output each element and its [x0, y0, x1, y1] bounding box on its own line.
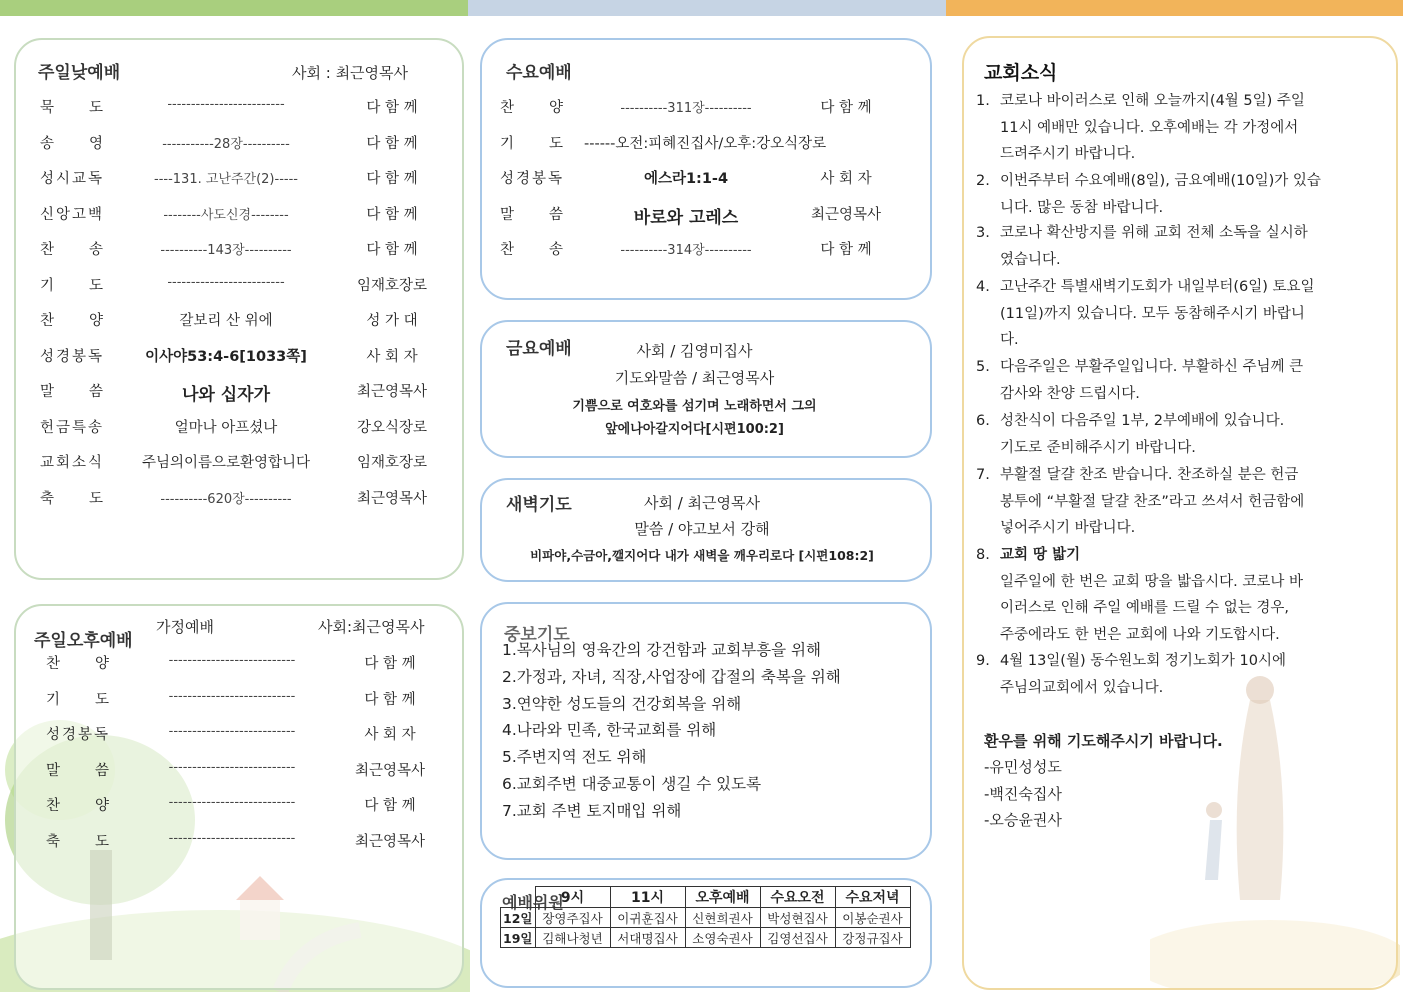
order-row [16, 688, 462, 708]
order-performer: 다 함 께 [820, 100, 872, 116]
friday-sermon: 기도와말씀 / 최근영목사 [614, 369, 775, 387]
order-content: ----------620장---------- [160, 491, 292, 507]
news-item-number: 7. [976, 467, 990, 483]
order-row [16, 309, 462, 329]
order-row [482, 238, 930, 258]
duty-cell: 김영선집사 [760, 928, 835, 948]
order-performer: 다 함 께 [366, 242, 418, 258]
order-label: 찬 송 [40, 242, 106, 258]
intercession-item: 2.가정과, 자녀, 직장,사업장에 갑절의 축복을 위해 [502, 667, 841, 686]
news-item-line: 코로나 확산방지를 위해 교회 전체 소독을 실시하 [1000, 225, 1308, 241]
order-content: 갈보리 산 위에 [179, 313, 273, 329]
order-label: 성경봉독 [46, 727, 111, 743]
duty-cell: 박성현집사 [760, 908, 835, 928]
order-content: ------------------------- [167, 97, 285, 112]
order-label: 찬 양 [500, 100, 566, 116]
order-performer: 다 함 께 [820, 242, 872, 258]
duty-panel [480, 878, 932, 988]
order-performer: 최근영목사 [810, 206, 882, 223]
dawn-prayer-panel [480, 478, 932, 582]
wednesday-worship-title: 수요예배 [506, 63, 572, 83]
order-label: 기 도 [46, 691, 112, 708]
order-content: -----------28장---------- [162, 136, 290, 152]
duty-date: 12일 [501, 908, 536, 928]
news-item-line: 주중에라도 한 번은 교회에 나와 기도합시다. [1000, 626, 1280, 643]
order-content: ------오전:피혜진집사/오후:강오식장로 [584, 135, 827, 152]
top-bar-green [0, 0, 468, 16]
order-content: 에스라1:1-4 [643, 171, 729, 187]
order-row [482, 132, 930, 152]
duty-header-blank [501, 887, 536, 908]
news-item [976, 542, 1340, 648]
order-row [16, 830, 462, 850]
duty-date: 19일 [501, 928, 536, 948]
duty-header: 11시 [610, 887, 685, 908]
wednesday-worship-panel [480, 38, 932, 300]
patient-name: -오승윤권사 [984, 811, 1062, 829]
order-label: 찬 양 [46, 798, 112, 814]
duty-cell: 서대명집사 [610, 928, 685, 948]
news-item-line: 코로나 바이러스로 인해 오늘까지(4월 5일) 주일 [1000, 93, 1305, 109]
duty-cell: 신현희권사 [685, 908, 760, 928]
order-performer: 다 함 께 [364, 691, 416, 708]
news-item-number: 2. [976, 173, 990, 189]
duty-header: 오후예배 [685, 887, 760, 908]
order-row [16, 167, 462, 187]
intercession-item: 7.교회 주변 토지매입 위해 [502, 801, 682, 820]
news-item-line: 니다. 많은 동참 바랍니다. [1000, 199, 1164, 216]
order-performer: 임재호장로 [356, 277, 428, 294]
duty-header: 9시 [535, 887, 610, 908]
order-content: ----------143장---------- [160, 243, 292, 258]
order-label: 성경봉독 [500, 171, 565, 187]
news-item-number: 6. [976, 413, 990, 429]
order-performer: 다 함 께 [366, 100, 418, 116]
order-row [16, 794, 462, 814]
order-content: 얼마나 아프셨나 [174, 419, 278, 436]
order-label: 축 도 [46, 833, 112, 850]
order-content: 주님의이름으로환영합니다 [141, 455, 311, 471]
intercession-item: 6.교회주변 대중교통이 생길 수 있도록 [502, 775, 762, 793]
order-content: ----------311장---------- [620, 101, 752, 116]
order-row [482, 96, 930, 116]
top-bar-orange [946, 0, 1403, 16]
order-content: --------------------------- [168, 724, 296, 739]
order-performer: 다 함 께 [366, 135, 418, 152]
order-content: --------------------------- [168, 795, 296, 810]
duty-cell: 장영주집사 [535, 908, 610, 928]
news-item-line: 기도로 준비해주시기 바랍니다. [1000, 439, 1196, 456]
news-item-line: (11일)까지 있습니다. 모두 동참해주시기 바랍니 [1000, 305, 1305, 322]
order-content: 이사야53:4-6[1033쪽] [145, 348, 307, 365]
order-row [482, 167, 930, 187]
friday-worship-panel [480, 320, 932, 458]
news-item-number: 3. [976, 225, 990, 241]
order-performer: 임재호장로 [356, 455, 428, 471]
order-row [16, 274, 462, 294]
news-item-line: 드려주시기 바랍니다. [1000, 146, 1136, 162]
order-content: ----131. 고난주간(2)----- [154, 172, 298, 187]
patient-name: -백진숙집사 [984, 784, 1062, 803]
order-label: 묵 도 [40, 100, 106, 116]
order-content: 나와 십자가 [181, 385, 271, 405]
friday-verse-line1: 기쁨으로 여호와를 섬기며 노래하면서 그의 [572, 399, 817, 414]
order-label: 헌금특송 [40, 419, 105, 436]
friday-worship-title: 금요예배 [506, 339, 572, 359]
news-item-line: 봉투에 “부활절 달걀 찬조”라고 쓰셔서 헌금함에 [1000, 493, 1305, 510]
intercession-item: 1.목사님의 영육간의 강건함과 교회부흥을 위해 [502, 641, 821, 659]
friday-leader: 사회 / 김영미집사 [636, 342, 753, 360]
news-item-line: 감사와 찬양 드립시다. [1000, 385, 1140, 402]
afternoon-worship-panel [14, 604, 464, 990]
order-performer: 강오식장로 [356, 419, 428, 436]
intercession-title: 중보기도 [504, 625, 570, 645]
order-content: 바로와 고레스 [633, 207, 739, 228]
duty-cell: 소영숙권사 [685, 928, 760, 948]
news-item-line: 11시 예배만 있습니다. 오후예배는 각 가정에서 [1000, 119, 1299, 136]
order-content: --------------------------- [168, 653, 296, 668]
news-item-line: 주님의교회에서 있습니다. [1000, 679, 1164, 696]
duty-header: 수요저녁 [835, 887, 910, 908]
church-news-panel [962, 36, 1398, 990]
order-label: 교회소식 [40, 455, 105, 471]
news-item-line: 였습니다. [1000, 251, 1061, 268]
order-row [16, 96, 462, 116]
news-item-line: 부활절 달걀 찬조 받습니다. 찬조하실 분은 헌금 [1000, 467, 1299, 483]
duty-row [501, 908, 911, 928]
order-content: --------------------------- [168, 830, 296, 846]
duty-table [500, 886, 911, 948]
news-item-number: 8. [976, 547, 990, 563]
order-row [16, 759, 462, 779]
news-item [976, 462, 1340, 542]
dawn-verse: 비파야,수금아,깰지어다 내가 새벽을 깨우리로다 [시편108:2] [530, 548, 874, 563]
patients-title: 환우를 위해 기도해주시기 바랍니다. [984, 732, 1223, 750]
order-performer: 사 회 자 [366, 348, 418, 365]
afternoon-worship-leader: 사회:최근영목사 [318, 618, 425, 636]
afternoon-worship-subtitle: 가정예배 [156, 618, 214, 636]
intercession-item: 4.나라와 민족, 한국교회를 위해 [502, 721, 717, 740]
news-item [976, 408, 1340, 461]
order-row [16, 723, 462, 743]
news-item-line: 다음주일은 부활주일입니다. 부활하신 주님께 큰 [1000, 359, 1304, 375]
intercession-item: 3.연약한 성도들의 건강회복을 위해 [502, 694, 742, 713]
order-label: 기 도 [500, 135, 566, 152]
news-item-line: 이번주부터 수요예배(8일), 금요예배(10일)가 있습 [1000, 173, 1321, 189]
duty-cell: 이봉순권사 [835, 908, 910, 928]
order-row [16, 487, 462, 507]
patient-name: -유민성성도 [984, 758, 1062, 776]
order-performer: 최근영목사 [354, 833, 426, 850]
order-label: 말 씀 [40, 384, 106, 400]
order-performer: 최근영목사 [356, 490, 428, 507]
order-performer: 다 함 께 [366, 206, 418, 223]
order-row [16, 345, 462, 365]
order-label: 송 영 [40, 135, 106, 152]
order-label: 찬 송 [500, 242, 566, 258]
news-item-line: 교회 땅 밟기 [1000, 547, 1081, 563]
intercession-item: 5.주변지역 전도 위해 [502, 748, 647, 767]
order-row [16, 416, 462, 436]
order-row [16, 238, 462, 258]
dawn-leader: 사회 / 최근영목사 [643, 494, 761, 512]
news-item-number: 5. [976, 359, 990, 375]
news-item-number: 4. [976, 279, 990, 295]
duty-cell: 이귀훈집사 [610, 908, 685, 928]
news-item [976, 168, 1340, 221]
order-label: 말 씀 [500, 206, 566, 223]
order-label: 찬 양 [40, 313, 106, 329]
order-performer: 최근영목사 [356, 384, 428, 400]
order-content: --------사도신경-------- [163, 207, 289, 223]
order-content: ------------------------- [167, 274, 285, 290]
dawn-sermon: 말씀 / 야고보서 강해 [634, 520, 770, 538]
afternoon-worship-title: 주일오후예배 [34, 631, 133, 651]
order-performer: 다 함 께 [366, 171, 418, 187]
news-item-line: 넣어주시기 바랍니다. [1000, 520, 1136, 536]
news-item-number: 1. [976, 93, 990, 109]
order-label: 성경봉독 [40, 348, 105, 365]
news-item-number: 9. [976, 653, 990, 669]
duty-header: 수요오전 [760, 887, 835, 908]
news-item [976, 648, 1340, 701]
news-item-line: 이러스로 인해 주일 예배를 드릴 수 없는 경우, [1000, 600, 1289, 616]
friday-verse-line2: 앞에나아갈지어다[시편100:2] [605, 422, 784, 437]
order-label: 신앙고백 [40, 206, 105, 223]
top-bar-blue [468, 0, 946, 16]
order-label: 말 씀 [46, 762, 112, 779]
news-item [976, 88, 1340, 168]
order-content: ----------314장---------- [620, 243, 752, 258]
order-row [16, 380, 462, 405]
order-row [16, 203, 462, 223]
order-label: 찬 양 [46, 656, 112, 672]
order-label: 기 도 [40, 277, 106, 294]
order-performer: 사 회 자 [820, 171, 872, 187]
order-performer: 최근영목사 [354, 762, 426, 779]
dawn-prayer-title: 새벽기도 [506, 495, 572, 515]
duty-cell: 강정규집사 [835, 928, 910, 948]
order-performer: 다 함 께 [364, 798, 416, 814]
order-content: --------------------------- [168, 759, 296, 775]
news-item-line: 일주일에 한 번은 교회 땅을 밟읍시다. 코로나 바 [1000, 573, 1304, 590]
order-performer: 다 함 께 [364, 656, 416, 672]
duty-title: 예배위원 [502, 893, 564, 912]
news-item [976, 274, 1340, 354]
order-performer: 사 회 자 [364, 727, 416, 743]
news-item [976, 220, 1340, 273]
order-row [16, 652, 462, 672]
order-performer: 성 가 대 [366, 313, 418, 329]
intercession-panel [480, 602, 932, 860]
order-row [16, 132, 462, 152]
news-item-line: 다. [1000, 332, 1019, 348]
order-row [482, 203, 930, 228]
duty-cell: 김해나청년 [535, 928, 610, 948]
news-item [976, 354, 1340, 407]
duty-row [501, 928, 911, 948]
order-label: 축 도 [40, 490, 106, 507]
sunday-worship-title: 주일낮예배 [38, 63, 121, 83]
sunday-worship-leader: 사회 : 최근영목사 [292, 64, 409, 82]
news-item-line: 4월 13일(월) 동수원노회 정기노회가 10시에 [1000, 653, 1286, 669]
church-news-title: 교회소식 [984, 62, 1058, 84]
order-row [16, 451, 462, 471]
order-label: 성시교독 [40, 171, 105, 187]
sunday-worship-panel [14, 38, 464, 580]
news-item-line: 고난주간 특별새벽기도회가 내일부터(6일) 토요일 [1000, 279, 1315, 295]
order-content: --------------------------- [168, 688, 296, 704]
news-item-line: 성찬식이 다음주일 1부, 2부예배에 있습니다. [1000, 413, 1285, 429]
